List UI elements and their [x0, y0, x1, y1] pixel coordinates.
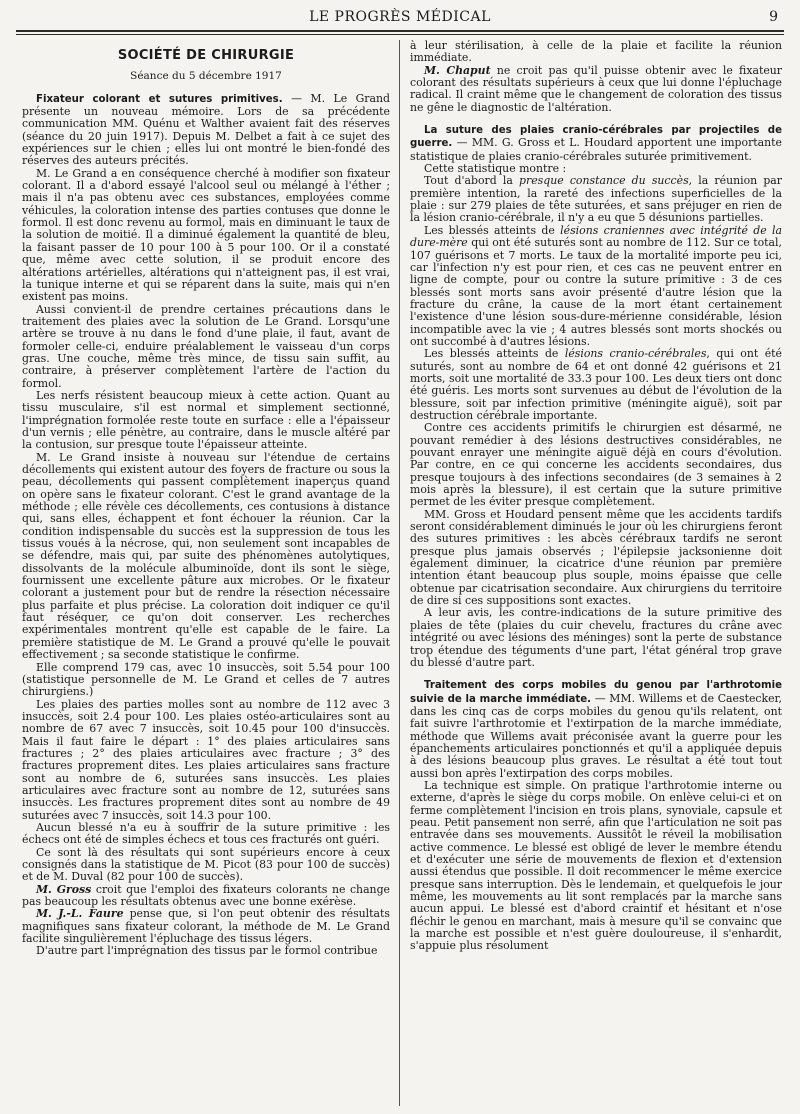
- paragraph-text: Les blessés atteints de: [424, 347, 559, 361]
- meeting-date: Séance du 5 décembre 1917: [130, 70, 282, 83]
- paragraph: [410, 225, 782, 348]
- running-title: LE PROGRÈS MÉDICAL: [309, 9, 491, 25]
- paragraph-text: qui ont été suturés sont au nombre de 112. Sur ce total, 107 guérisons et 7 morts. Le taux de la mortalité importe peu ici, car l'infection n'y est pour rien, et ces cas ne peuvent entrer en ligne de compte, pour ou contre la suture primitive : 3 de ces blessés sont morts sans avoir présenté d'autre lésion que la fracture du crâne, la cause de la mort étant certainement l'existence d'une lésion sous-dure-mérienne considérable, lésion incompatible avec la vie ; 4 autres blessés sont morts shockés ou ont succombé à d'autres lésions.: [410, 236, 782, 348]
- paragraph-text: — M. Le Grand présente un nouveau mémoire. Lors de sa précédente communication MM. Quénu et Walther avaient fait des réserves (séance du 20 juin 1917). Depuis M. Delbet a fait à ce sujet des expériences sur le chien ; elles lui ont montré le bien-fondé des réserves des auteurs précités.: [22, 91, 390, 168]
- paragraph: Les plaies des parties molles sont au nombre de 112 avec 3 insuccès, soit 2.4 pour 100. Les plaies ostéo-articulaires sont au nombre de 67 avec 7 insuccès, soit 10.45 pour 100 d'insuccès. Mais il faut faire le départ : 1° des plaies articulaires sans fractures ; 2° des plaies articulaires avec fracture ; 3° des fractures proprement dites. Les plaies articulaires sans fracture sont au nombre de 6, suturées sans insuccès. Les plaies articulaires avec fracture sont au nombre de 12, suturées sans insuccès. Les fractures proprement dites sont au nombre de 49 suturées avec 7 insuccès, soit 14.3 pour 100.: [22, 697, 390, 822]
- paragraph: [410, 679, 782, 780]
- paragraph-text: croit que l'emploi des fixateurs colorants ne change pas beaucoup les résultats obtenus avec une bonne exérèse.: [22, 882, 390, 909]
- paragraph: à leur stérilisation, à celle de la plaie et facilite la réunion immédiate.: [410, 40, 782, 65]
- paragraph: [410, 175, 782, 224]
- emphasis: presque constance du succès: [519, 174, 689, 188]
- page-number: 9: [769, 9, 778, 25]
- paragraph-text: — MM. G. Gross et L. Houdard apportent une importante statistique de plaies cranio-cérébrales suturée primitivement.: [410, 136, 782, 163]
- paragraph: La technique est simple. On pratique l'arthrotomie interne ou externe, d'après le siège du corps mobile. On enlève celui-ci et on ferme complètement l'incision en trois plans, synoviale, capsule et peau. Petit pansement non serré, afin que l'articulation ne soit pas entravée dans ses mouvements. Aussitôt le réveil la mobilisation active commence. Le blessé est obligé de lever le membre étendu et d'exécuter une série de mouvements de flexion et d'extension aussi étendus que possible. Il doit recommencer le même exercice presque sans interruption. Dès le lendemain, et quelquefois le jour même, les mouvements au lit sont remplacés par la marche sans aucun appui. Le blessé est d'abord craintif et hésitant et n'ose fléchir le genou en marchant, mais à mesure qu'il se convainc que la marche est possible et n'est guère douloureuse, il s'enhardit, s'appuie plus résolument: [410, 778, 782, 953]
- paragraph-text: ne croit pas qu'il puisse obtenir avec le fixateur colorant des résultats supérieurs à ceux que lui donne l'épluchage radical. Il craint même que le changement de coloration des tissus ne gêne le diagnostic de l'altération.: [410, 63, 782, 114]
- right-column: [410, 40, 782, 1106]
- paragraph-text: — MM. Willems et de Caestecker, dans les cinq cas de corps mobiles du genou qu'ils relatent, ont fait suivre l'arthrotomie et l'extirpation de la marche immédiate, méthode que Willems avait préconisée avant la guerre pour les épanchements articulaires ponctionnés et qu'il a appliquée depuis à des lésions beaucoup plus graves. Le résultat a été tout tout aussi bon après l'extirpation des corps mobiles.: [410, 691, 782, 780]
- paragraph-text: , la réunion par première intention, la rareté des infections superficielles de la plaie : sur 279 plaies de tête suturées, et sans préjuger en rien de la lésion cranio-cérébrale, il n'y a eu que 5 désunions partielles.: [410, 174, 782, 225]
- paragraph-text: , qui ont été suturés, sont au nombre de 64 et ont donné 42 guérisons et 21 morts, soit une mortalité de 33.3 pour 100. Les deux tiers ont donc été guéris. Les morts sont survenues au début de l'évolution de la blessure, soit par infection primitive (méningite aiguë), soit par destruction cérébrale importante.: [410, 347, 782, 422]
- paragraph: M. Le Grand insiste à nouveau sur l'étendue de certains décollements qui existent autour des foyers de fracture ou sous la peau, décollements qui passent complètement inaperçus quand on opère sans le fixateur colorant. C'est le grand avantage de la méthode ; elle révèle ces décollements, ces contusions à distance qui, sans elles, échappent et font échouer la réunion. Car la condition indispensable du succès est la suppression de tous les tissus voués à la nécrose, qui, non seulement sont incapables de se défendre, mais qui, par suite des phénomènes autolytiques, dissolvants de la molécule albuminoïde, dont ils sont le siège, fournissent une excellente pâture aux microbes. Or le fixateur colorant a justement pour but de rendre la résection nécessaire plus parfaite et plus précise. La coloration doit indiquer ce qu'il faut réséquer, ce qu'on doit conserver. Les recherches expérimentales montrent qu'elle est capable de le faire. La première statistique de M. Le Grand a prouvé qu'elle le pouvait effectivement ; sa seconde statistique le confirme.: [22, 450, 390, 662]
- paragraph: Les nerfs résistent beaucoup mieux à cette action. Quant au tissu musculaire, s'il est normal et simplement sectionné, l'imprégnation formolée reste toute en surface : elle a l'épaisseur d'un vernis ; elle pénètre, au contraire, dans le muscle altéré par la contusion, sur presque toute l'épaisseur atteinte.: [22, 388, 390, 452]
- speaker-name: M. Gross: [36, 882, 92, 896]
- paragraph: Elle comprend 179 cas, avec 10 insuccès, soit 5.54 pour 100 (statistique personnelle de M. Le Grand et celles de 7 autres chirurgiens.): [22, 660, 390, 699]
- section-title: SOCIÉTÉ DE CHIRURGIE: [117, 48, 295, 63]
- paragraph: Aucun blessé n'a eu à souffrir de la suture primitive : les échecs ont été de simples échecs et tous ces fracturés ont guéri.: [22, 820, 390, 847]
- article-title: Traitement des corps mobiles du genou par l'arthrotomie suivie de la marche immédiate.: [410, 680, 782, 705]
- paragraph: [22, 884, 390, 909]
- speaker-name: M. Chaput: [424, 63, 491, 77]
- paragraph: Ce sont là des résultats qui sont supérieurs encore à ceux consignés dans la statistique de M. Picot (83 pour 100 de succès) et de M. Duval (82 pour 100 de succès).: [22, 845, 390, 884]
- paragraph: [410, 348, 782, 422]
- paragraph: [22, 908, 390, 945]
- speaker-name: M. J.-L. Faure: [36, 907, 124, 921]
- paragraph: Aussi convient-il de prendre certaines précautions dans le traitement des plaies avec la solution de Le Grand. Lorsqu'une artère se trouve à nu dans le fond d'une plaie, il faut, avant de formoler celle-ci, enduire préalablement le vaisseau d'un corps gras. Une couche, même très mince, de tissu sain suffit, au contraire, à préserver complètement l'artère de l'action du formol.: [22, 302, 390, 390]
- paragraph-text: Tout d'abord la: [424, 174, 513, 188]
- article-title: Fixateur colorant et sutures primitives.: [36, 93, 283, 105]
- emphasis: lésions craniennes avec intégrité de la dure-mère: [410, 223, 782, 250]
- paragraph: Contre ces accidents primitifs le chirurgien est désarmé, ne pouvant remédier à des lésions destructives considérables, ne pouvant enrayer une méningite aiguë déjà en cours d'évolution. Par contre, en ce qui concerne les accidents secondaires, dus presque toujours à des infections secondaires (de 3 semaines à 2 mois après la blessure), il est certain que la suture primitive permet de les éviter presque complètement.: [410, 421, 782, 509]
- paragraph: [410, 65, 782, 114]
- paragraph: [410, 124, 782, 163]
- paragraph-text: pense que, si l'on peut obtenir des résultats magnifiques sans fixateur colorant, la méthode de M. Le Grand facilite singulièrement l'épluchage des tissus légers.: [22, 907, 390, 946]
- paragraph: Cette statistique montre :: [424, 162, 567, 176]
- article-title: La suture des plaies cranio-cérébrales par projectiles de guerre.: [410, 125, 782, 150]
- emphasis: lésions cranio-cérébrales: [564, 347, 707, 361]
- left-column: [22, 40, 390, 1106]
- paragraph: A leur avis, les contre-indications de la suture primitive des plaies de tête (plaies du cuir chevelu, fractures du crâne avec intégrité ou avec lésions des méninges) sont la perte de substance trop étendue des téguments d'une part, l'état général trop grave du blessé d'autre part.: [410, 606, 782, 669]
- paragraph: D'autre part l'imprégnation des tissus par le formol contribue: [36, 944, 378, 958]
- paragraph: [22, 93, 390, 168]
- column-divider: [399, 40, 400, 1106]
- paragraph-text: Les blessés atteints de: [424, 223, 555, 237]
- paragraph: MM. Gross et Houdard pensent même que les accidents tardifs seront considérablement diminués le jour où les chirurgiens feront des sutures primitives : les abcès cérébraux tardifs ne seront presque plus jamais observés ; l'épilepsie jacksonienne doit également diminuer, la cicatrice d'une réunion par première intention étant beaucoup plus souple, moins épaisse que celle obtenue par cicatrisation secondaire. Aux chirurgiens du territoire de dire si ces suppositions sont exactes.: [410, 507, 782, 608]
- page-header: [16, 6, 784, 32]
- paragraph: M. Le Grand a en conséquence cherché à modifier son fixateur colorant. Il a d'abord essayé l'alcool seul ou mélangé à l'éther ; mais il n'a pas obtenu avec ces substances, employées comme véhicules, la coloration intense des parties contuses que donne le formol. Il est donc revenu au formol, mais en diminuant le taux de la solution de moitié. Il a diminué également la quantité de bleu, la faisant passer de 10 pour 100 à 5 pour 100. Or il a constaté que, même avec cette solution, il se produit encore des altérations artérielles, altérations qui n'atteignent pas, il est vrai, la tunique interne et qui se réparent dans la suite, mais qui n'en existent pas moins.: [22, 166, 390, 304]
